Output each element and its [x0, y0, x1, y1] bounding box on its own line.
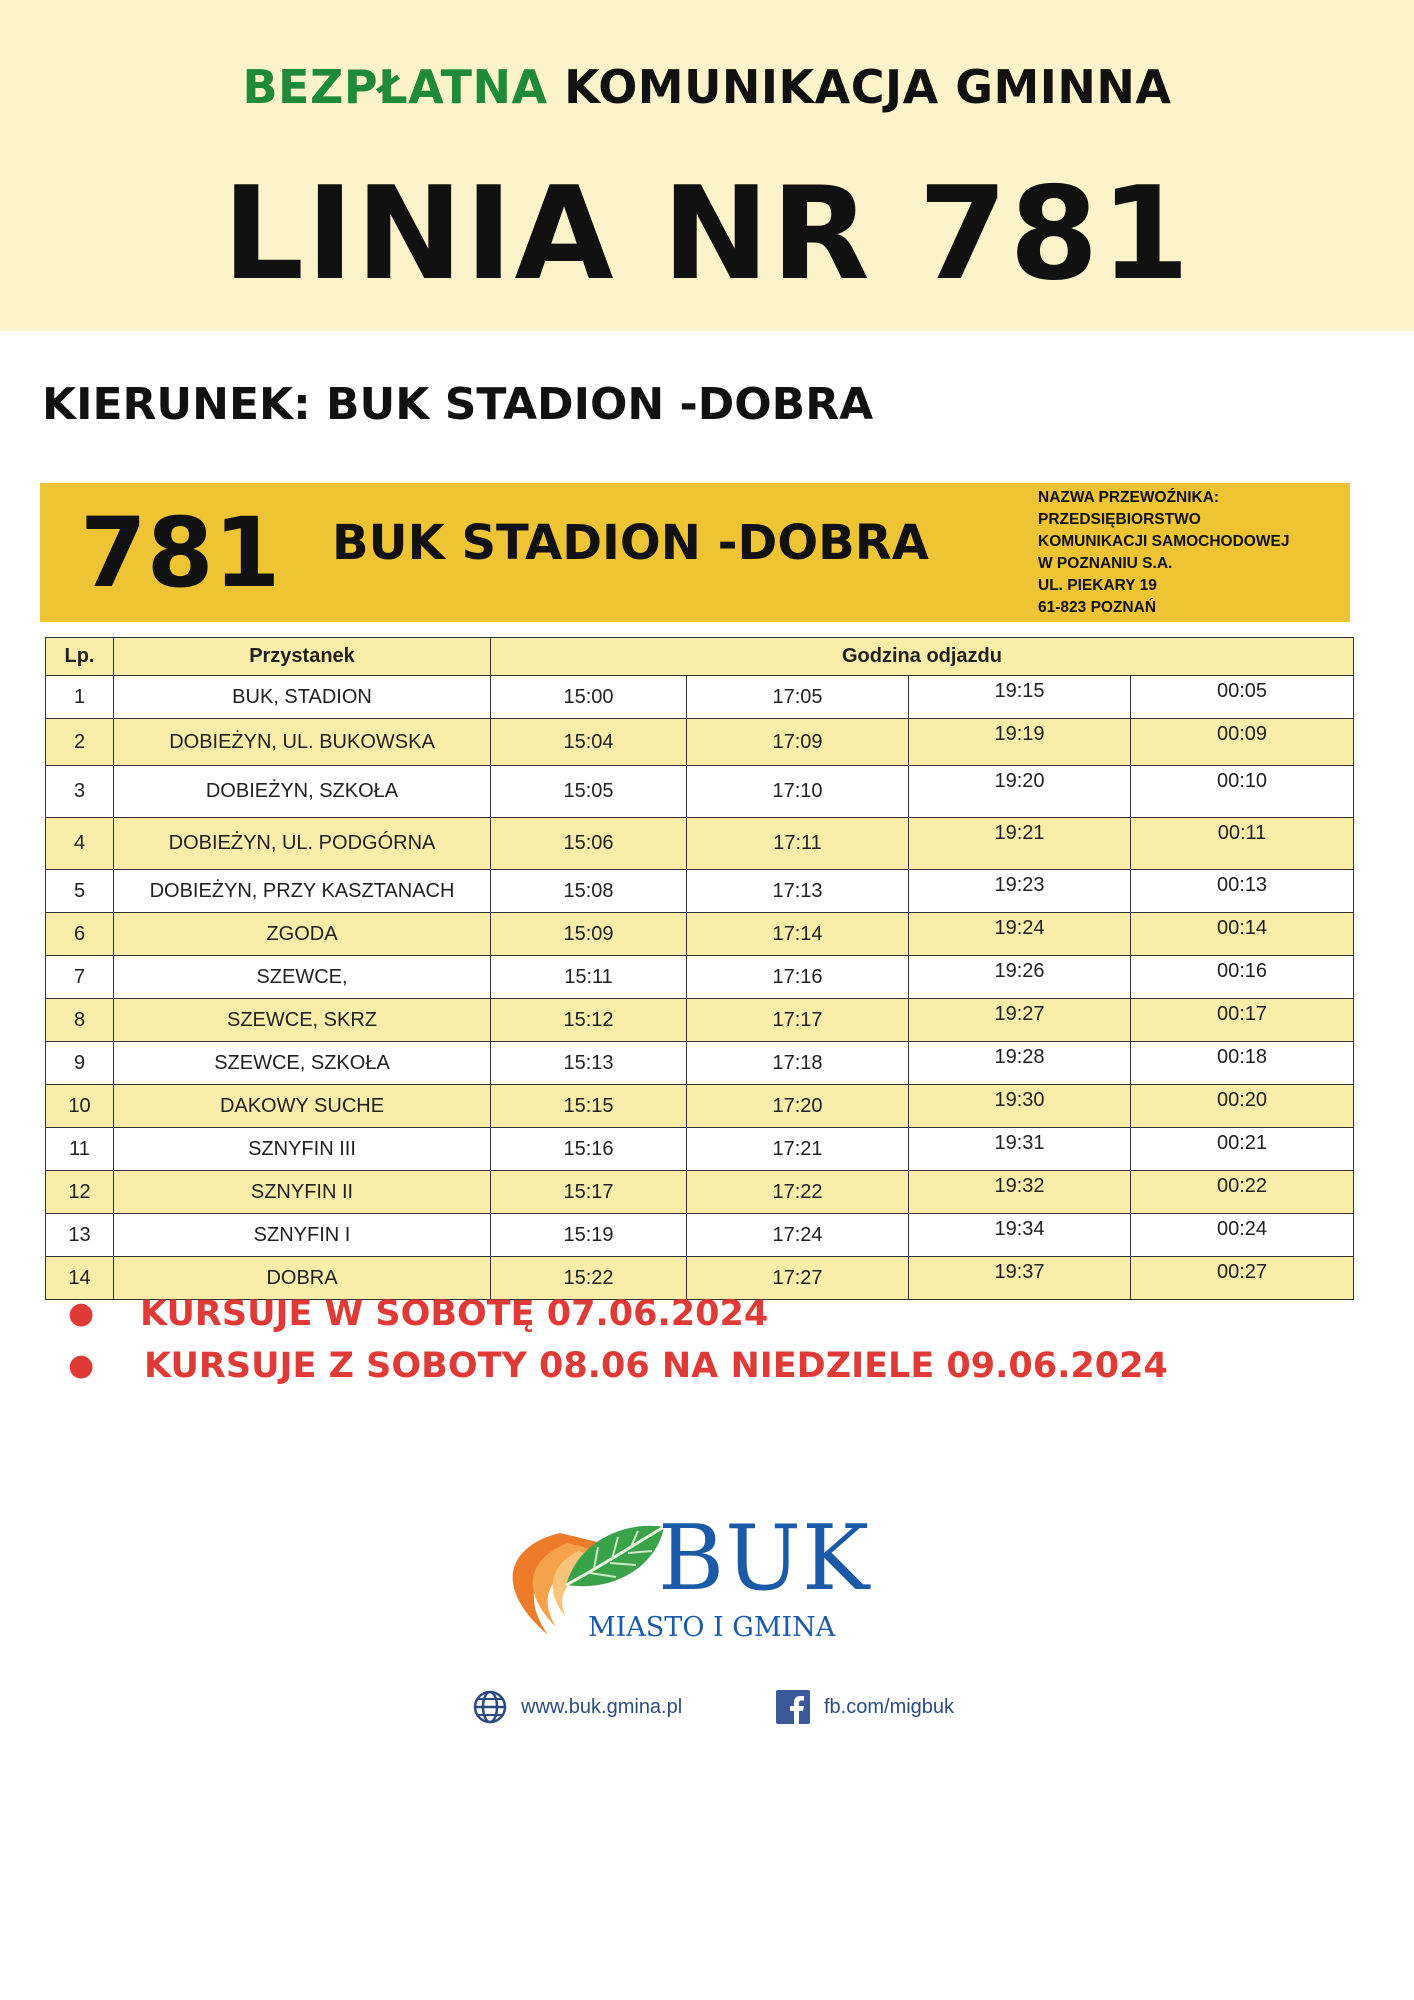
- headline: [0, 60, 1414, 114]
- cell-time: 15:11: [491, 956, 687, 999]
- cell-lp: 12: [46, 1171, 114, 1214]
- cell-time: 15:04: [491, 719, 687, 766]
- table-header-row: [46, 638, 1354, 676]
- cell-time: 00:13: [1131, 870, 1354, 913]
- cell-lp: 6: [46, 913, 114, 956]
- cell-lp: 3: [46, 766, 114, 818]
- cell-time: 17:09: [687, 719, 909, 766]
- cell-time: 00:20: [1131, 1085, 1354, 1128]
- timetable: [45, 637, 1354, 1300]
- cell-time: 00:27: [1131, 1257, 1354, 1300]
- headline-free: BEZPŁATNA: [242, 60, 548, 114]
- cell-time: 00:17: [1131, 999, 1354, 1042]
- table-row: [46, 999, 1354, 1042]
- cell-time: 19:19: [909, 719, 1131, 766]
- table-row: [46, 956, 1354, 999]
- carrier-line: KOMUNIKACJI SAMOCHODOWEJ: [1038, 533, 1290, 550]
- cell-time: 17:20: [687, 1085, 909, 1128]
- cell-stop: SZNYFIN I: [114, 1214, 491, 1257]
- cell-time: 17:16: [687, 956, 909, 999]
- route-banner: [40, 483, 1350, 622]
- cell-time: 19:37: [909, 1257, 1131, 1300]
- carrier-line: W POZNANIU S.A.: [1038, 555, 1173, 572]
- cell-lp: 4: [46, 818, 114, 870]
- cell-time: 15:06: [491, 818, 687, 870]
- cell-time: 00:05: [1131, 676, 1354, 719]
- carrier-line: UL. PIEKARY 19: [1038, 577, 1157, 594]
- cell-lp: 10: [46, 1085, 114, 1128]
- cell-time: 19:28: [909, 1042, 1131, 1085]
- logo-name: BUK: [658, 1506, 871, 1611]
- cell-time: 17:18: [687, 1042, 909, 1085]
- cell-time: 00:18: [1131, 1042, 1354, 1085]
- leaf-icon: [560, 1517, 670, 1597]
- website-text: www.buk.gmina.pl: [521, 1695, 683, 1718]
- line-title: LINIA NR 781: [222, 160, 1192, 309]
- cell-time: 17:24: [687, 1214, 909, 1257]
- cell-stop: SZEWCE, SKRZ: [114, 999, 491, 1042]
- cell-stop: BUK, STADION: [114, 676, 491, 719]
- logo-subtitle: MIASTO I GMINA: [588, 1612, 836, 1643]
- cell-time: 00:24: [1131, 1214, 1354, 1257]
- globe-icon: [473, 1690, 507, 1724]
- cell-time: 00:16: [1131, 956, 1354, 999]
- cell-stop: DOBIEŻYN, UL. BUKOWSKA: [114, 719, 491, 766]
- carrier-line: NAZWA PRZEWOŹNIKA:: [1038, 489, 1220, 506]
- carrier-line: 61-823 POZNAŃ: [1038, 599, 1157, 616]
- cell-time: 15:09: [491, 913, 687, 956]
- cell-time: 19:26: [909, 956, 1131, 999]
- cell-lp: 14: [46, 1257, 114, 1300]
- cell-time: 19:34: [909, 1214, 1131, 1257]
- cell-time: 17:05: [687, 676, 909, 719]
- table-row: [46, 1085, 1354, 1128]
- cell-lp: 7: [46, 956, 114, 999]
- cell-time: 00:21: [1131, 1128, 1354, 1171]
- cell-time: 19:30: [909, 1085, 1131, 1128]
- table-row: [46, 870, 1354, 913]
- header-stop: Przystanek: [114, 638, 491, 676]
- cell-time: 17:13: [687, 870, 909, 913]
- cell-time: 19:23: [909, 870, 1131, 913]
- direction-heading: KIERUNEK: BUK STADION -DOBRA: [42, 379, 874, 430]
- cell-stop: ZGODA: [114, 913, 491, 956]
- cell-stop: SZEWCE, SZKOŁA: [114, 1042, 491, 1085]
- cell-time: 15:19: [491, 1214, 687, 1257]
- note-text: KURSUJE Z SOBOTY 08.06 NA NIEDZIELE 09.06.2024: [144, 1346, 1168, 1386]
- cell-time: 00:14: [1131, 913, 1354, 956]
- header-lp: Lp.: [46, 638, 114, 676]
- carrier-info: [1038, 487, 1338, 619]
- cell-time: 19:20: [909, 766, 1131, 818]
- headline-communication: KOMUNIKACJA GMINNA: [564, 60, 1172, 114]
- header-departure: Godzina odjazdu: [491, 638, 1354, 676]
- cell-lp: 11: [46, 1128, 114, 1171]
- table-row: [46, 719, 1354, 766]
- table-row: [46, 676, 1354, 719]
- cell-stop: DAKOWY SUCHE: [114, 1085, 491, 1128]
- facebook-icon: [776, 1690, 810, 1724]
- cell-time: 19:24: [909, 913, 1131, 956]
- cell-lp: 2: [46, 719, 114, 766]
- cell-lp: 9: [46, 1042, 114, 1085]
- facebook-text: fb.com/migbuk: [824, 1695, 955, 1718]
- cell-time: 19:31: [909, 1128, 1131, 1171]
- route-number: 781: [80, 497, 281, 609]
- cell-time: 15:17: [491, 1171, 687, 1214]
- cell-time: 15:12: [491, 999, 687, 1042]
- cell-time: 19:15: [909, 676, 1131, 719]
- cell-time: 15:05: [491, 766, 687, 818]
- cell-time: 17:17: [687, 999, 909, 1042]
- cell-time: 15:16: [491, 1128, 687, 1171]
- route-name: BUK STADION -DOBRA: [332, 515, 929, 571]
- table-row: [46, 818, 1354, 870]
- facebook-link[interactable]: [776, 1690, 954, 1724]
- cell-time: 17:21: [687, 1128, 909, 1171]
- cell-stop: SZEWCE,: [114, 956, 491, 999]
- cell-time: 17:11: [687, 818, 909, 870]
- cell-stop: DOBIEŻYN, UL. PODGÓRNA: [114, 818, 491, 870]
- cell-time: 15:13: [491, 1042, 687, 1085]
- cell-time: 15:15: [491, 1085, 687, 1128]
- cell-time: 15:22: [491, 1257, 687, 1300]
- cell-time: 00:10: [1131, 766, 1354, 818]
- table-row: [46, 1042, 1354, 1085]
- cell-time: 15:00: [491, 676, 687, 719]
- cell-time: 17:10: [687, 766, 909, 818]
- cell-stop: SZNYFIN III: [114, 1128, 491, 1171]
- cell-lp: 13: [46, 1214, 114, 1257]
- cell-time: 19:27: [909, 999, 1131, 1042]
- cell-time: 17:22: [687, 1171, 909, 1214]
- cell-time: 00:11: [1131, 818, 1354, 870]
- buk-logo: [490, 1506, 880, 1650]
- bullet-icon: ●: [68, 1296, 95, 1331]
- cell-time: 19:32: [909, 1171, 1131, 1214]
- cell-time: 17:14: [687, 913, 909, 956]
- cell-stop: SZNYFIN II: [114, 1171, 491, 1214]
- cell-time: 00:22: [1131, 1171, 1354, 1214]
- cell-stop: DOBIEŻYN, PRZY KASZTANACH: [114, 870, 491, 913]
- cell-stop: DOBIEŻYN, SZKOŁA: [114, 766, 491, 818]
- cell-time: 17:27: [687, 1257, 909, 1300]
- carrier-line: PRZEDSIĘBIORSTWO: [1038, 511, 1201, 528]
- bullet-icon: ●: [68, 1348, 95, 1383]
- note-text: KURSUJE W SOBOTĘ 07.06.2024: [140, 1294, 769, 1334]
- cell-time: 00:09: [1131, 719, 1354, 766]
- table-row: [46, 1214, 1354, 1257]
- website-link[interactable]: [473, 1690, 682, 1724]
- table-row: [46, 1128, 1354, 1171]
- cell-lp: 1: [46, 676, 114, 719]
- cell-stop: DOBRA: [114, 1257, 491, 1300]
- cell-time: 15:08: [491, 870, 687, 913]
- table-row: [46, 1171, 1354, 1214]
- cell-time: 19:21: [909, 818, 1131, 870]
- cell-lp: 8: [46, 999, 114, 1042]
- table-row: [46, 766, 1354, 818]
- table-row: [46, 913, 1354, 956]
- cell-lp: 5: [46, 870, 114, 913]
